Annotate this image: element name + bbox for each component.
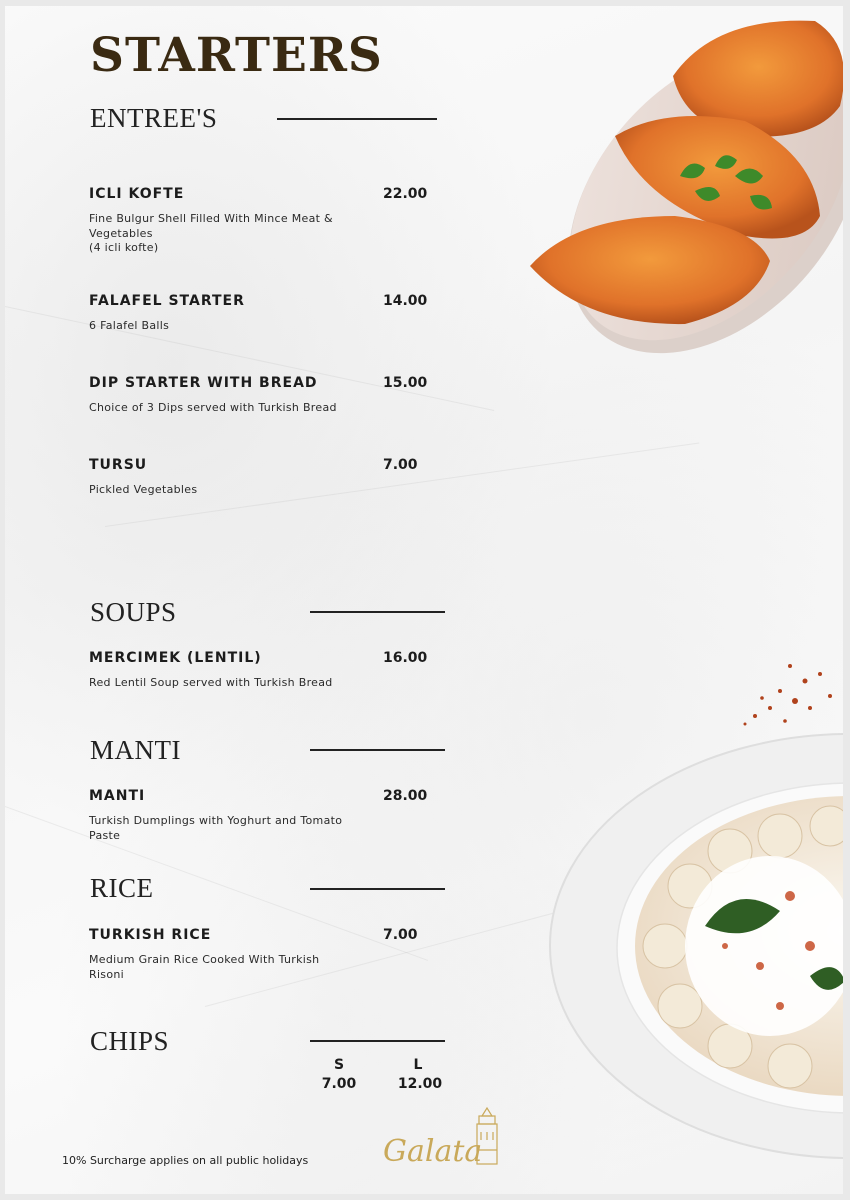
chips-size-label: L xyxy=(413,1057,423,1073)
menu-item-name: TURSU xyxy=(89,457,148,473)
chips-size-label: S xyxy=(333,1057,345,1073)
section-heading-chips: CHIPS xyxy=(90,1026,170,1056)
menu-item-description: Fine Bulgur Shell Filled With Mince Meat & Vegetables (4 icli kofte) xyxy=(89,212,333,254)
menu-item-description: Red Lentil Soup served with Turkish Bread xyxy=(89,676,333,689)
menu-item-description: Choice of 3 Dips served with Turkish Bread xyxy=(89,401,337,414)
section-divider xyxy=(310,888,445,890)
menu-item-name: MERCIMEK (LENTIL) xyxy=(89,650,262,666)
menu-item-description: 6 Falafel Balls xyxy=(89,319,170,332)
section-heading-rice: RICE xyxy=(90,873,154,903)
section-divider xyxy=(277,118,437,120)
menu-item-name: DIP STARTER WITH BREAD xyxy=(89,375,318,391)
galata-logo-text: Galata xyxy=(383,1134,483,1169)
menu-item-price: 22.00 xyxy=(383,186,428,202)
menu-item-price: 28.00 xyxy=(383,788,428,804)
menu-item-price: 16.00 xyxy=(383,650,428,666)
menu-item-description: Pickled Vegetables xyxy=(89,483,198,496)
menu-item-price: 14.00 xyxy=(383,293,428,309)
menu-item-name: FALAFEL STARTER xyxy=(89,293,245,309)
menu-item-name: ICLI KOFTE xyxy=(89,186,185,202)
section-heading-entrees: ENTREE'S xyxy=(90,103,218,133)
chips-size-price: 12.00 xyxy=(397,1076,443,1092)
surcharge-note: 10% Surcharge applies on all public holidays xyxy=(62,1154,309,1167)
section-divider xyxy=(310,1040,445,1042)
page-title: STARTERS xyxy=(90,28,383,83)
menu-item-description: Medium Grain Rice Cooked With Turkish Risoni xyxy=(89,953,320,981)
section-divider xyxy=(310,611,445,613)
section-divider xyxy=(310,749,445,751)
menu-item-description: Turkish Dumplings with Yoghurt and Tomato Paste xyxy=(89,814,343,842)
section-heading-soups: SOUPS xyxy=(90,597,177,627)
menu-item-price: 7.00 xyxy=(383,457,418,473)
icli-kofte-plate-image xyxy=(515,6,843,376)
section-heading-manti: MANTI xyxy=(90,735,181,765)
menu-item-price: 15.00 xyxy=(383,375,428,391)
chips-size-price: 7.00 xyxy=(321,1076,357,1092)
menu-item-price: 7.00 xyxy=(383,927,418,943)
manti-plate-image xyxy=(540,646,843,1194)
menu-item-name: TURKISH RICE xyxy=(89,927,212,943)
menu-item-name: MANTI xyxy=(89,788,146,804)
menu-page xyxy=(5,6,843,1194)
